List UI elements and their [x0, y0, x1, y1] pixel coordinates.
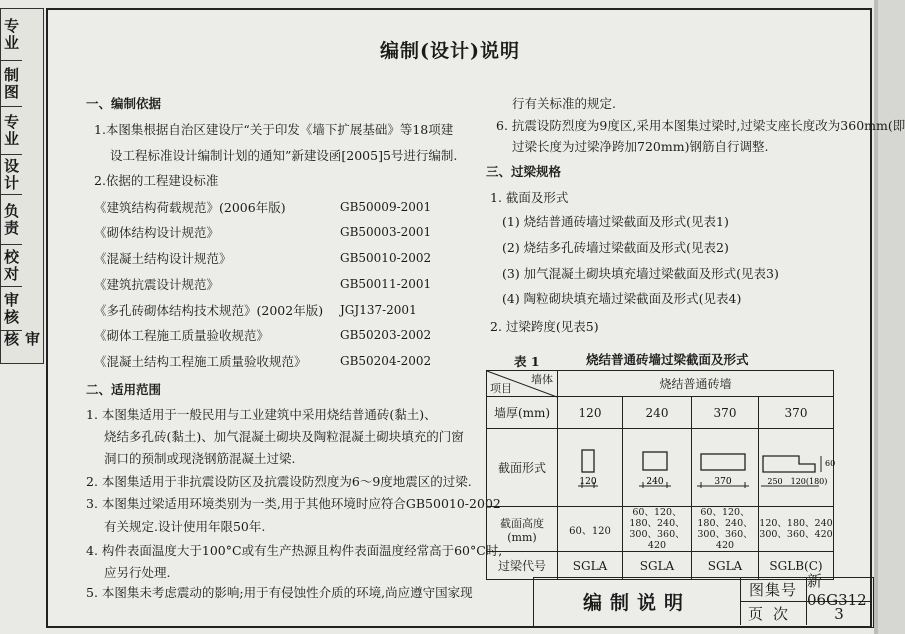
title-block-page-label: 页次	[740, 602, 807, 625]
standard-code: GB50011-2001	[340, 277, 432, 291]
section-sketch-3	[692, 429, 759, 507]
standard-name: 《砌体工程施工质量验收规范》	[94, 328, 270, 343]
dim-label-3: 370	[714, 476, 732, 487]
sec3-sub3: (3) 加气混凝土砌块填充墙过梁截面及形式(见表3)	[502, 266, 779, 281]
sec2-item5: 5. 本图集未考虑震动的影响;用于有侵蚀性介质的环境,尚应遵守国家现	[86, 585, 473, 600]
dim-label-height: 60	[825, 458, 836, 468]
sec2-item1-line3: 洞口的预制或现浇钢筋混凝土过梁.	[104, 451, 296, 466]
cell-code-3: SGLA	[692, 552, 759, 580]
cell-code-4: SGLB(C)	[759, 552, 834, 580]
section-sketch-svg-2	[627, 438, 687, 498]
strip-cell-1: 专业	[1, 9, 22, 61]
table-caption: 烧结普通砖墙过梁截面及形式	[586, 352, 749, 367]
sec3-sub4: (4) 陶粒砌块填充墙过梁截面及形式(见表4)	[502, 291, 742, 306]
standard-code: GB50204-2002	[340, 354, 432, 368]
cell-height-3: 60、120、180、240、300、360、420	[692, 507, 759, 552]
sec3-sub2: (2) 烧结多孔砖墙过梁截面及形式(见表2)	[502, 240, 729, 255]
cell-height-1: 60、120	[558, 507, 623, 552]
header-wall-label: 墙体	[531, 373, 553, 386]
standard-name: 《建筑结构荷载规范》(2006年版)	[94, 200, 286, 215]
title-block	[533, 572, 874, 628]
table-number: 表 1	[514, 354, 540, 369]
standard-code: GB50009-2001	[340, 200, 432, 214]
dim-label-2: 240	[646, 476, 664, 487]
strip-cell-7: 审核	[1, 287, 22, 331]
strip-cell-3: 专业	[1, 107, 22, 155]
strip-cell-4: 设计	[1, 155, 22, 195]
title-block-page-number: 3	[834, 604, 844, 623]
cell-thickness-3: 370	[692, 397, 759, 429]
strip-cell-2: 制图	[1, 61, 22, 107]
row-label-section: 截面形式	[487, 429, 558, 507]
sec3-item2: 2. 过梁跨度(见表5)	[490, 319, 599, 334]
section-sketch-svg-3	[693, 438, 757, 498]
section-sketch-svg-1	[562, 438, 618, 498]
standard-name: 《多孔砖砌体结构技术规范》(2002年版)	[94, 303, 324, 318]
cell-thickness-2: 240	[623, 397, 692, 429]
table-header-corner	[487, 371, 558, 397]
section-sketch-svg-4	[759, 438, 836, 498]
sec2-item3-line2: 有关规定.设计使用年限50年.	[104, 519, 266, 534]
standard-name: 《混凝土结构设计规范》	[94, 251, 232, 266]
strip-cell-5: 负责	[1, 195, 22, 245]
sec2-item5-cont: 行有关标准的规定.	[512, 96, 616, 111]
header-item-label: 项目	[490, 382, 512, 395]
page-edge	[874, 0, 878, 634]
dim-label-1: 120	[579, 476, 597, 487]
cell-code-1: SGLA	[558, 552, 623, 580]
standard-code: JGJ137-2001	[340, 303, 417, 317]
title-block-atlas-label: 图集号	[740, 578, 807, 602]
sec2-item3-line1: 3. 本图集过梁适用环境类别为一类,用于其他环境时应符合GB50010-2002	[86, 496, 501, 511]
sec2-item2: 2. 本图集适用于非抗震设防区及抗震设防烈度为6～9度地震区的过梁.	[86, 474, 472, 489]
standard-code: GB50010-2002	[340, 251, 432, 265]
dim-label-4a: 250	[767, 476, 783, 486]
signature-strip	[0, 8, 44, 364]
cell-thickness-4: 370	[759, 397, 834, 429]
standard-name: 《混凝土结构工程施工质量验收规范》	[94, 354, 307, 369]
sec2-item4-line1: 4. 构件表面温度大于100°C或有生产热源且构件表面温度经常高于60°C时,	[86, 543, 503, 558]
cell-height-2: 60、120、180、240、300、360、420	[623, 507, 692, 552]
cell-height-4: 120、180、240 300、360、420	[759, 507, 834, 552]
sec2-item4-line2: 应另行处理.	[104, 565, 171, 580]
section-sketch-1	[558, 429, 623, 507]
sec2-item1-line2: 烧结多孔砖(黏土)、加气混凝土砌块及陶粒混凝土砌块填充的门窗	[104, 429, 464, 444]
title-block-name: 编制说明	[534, 578, 741, 625]
sec1-item6-line1: 6. 抗震设防烈度为9度区,采用本图集过梁时,过梁支座长度改为360mm(即	[496, 118, 905, 133]
section-sketch-2	[623, 429, 692, 507]
sec1-item6-line2: 过梁长度为过梁净跨加720mm)钢筋自行调整.	[512, 139, 769, 154]
sec3-sub1: (1) 烧结普通砖墙过梁截面及形式(见表1)	[502, 214, 729, 229]
title-block-atlas-number: 新06G312	[807, 578, 871, 602]
section-sketch-4	[759, 429, 834, 507]
standard-name: 《砌体结构设计规范》	[94, 225, 220, 240]
strip-cell-6: 校对	[1, 245, 22, 287]
dim-label-4b: 120(180)	[790, 476, 828, 486]
sec1-para2: 2.依据的工程建设标准	[94, 173, 219, 188]
strip-cell-8: 审核	[2, 331, 41, 348]
standard-code: GB50203-2002	[340, 328, 432, 342]
cell-code-2: SGLA	[623, 552, 692, 580]
lintel-table	[486, 370, 834, 580]
row-label-thickness: 墙厚(mm)	[487, 397, 558, 429]
sec2-item1-line1: 1. 本图集适用于一般民用与工业建筑中采用烧结普通砖(黏土)、	[86, 407, 437, 422]
standard-code: GB50003-2001	[340, 225, 432, 239]
page-title: 编制(设计)说明	[380, 40, 520, 62]
header-wall-type: 烧结普通砖墙	[558, 371, 834, 397]
sec3-item1: 1. 截面及形式	[490, 190, 569, 205]
row-label-code: 过梁代号	[487, 552, 558, 580]
cell-thickness-1: 120	[558, 397, 623, 429]
section-2-heading: 二、适用范围	[86, 382, 162, 397]
section-1-heading: 一、编制依据	[86, 96, 162, 111]
sec1-para1-line2: 设工程标准设计编制计划的通知”新建设函[2005]5号进行编制.	[110, 148, 458, 163]
standard-name: 《建筑抗震设计规范》	[94, 277, 220, 292]
section-3-heading: 三、过梁规格	[486, 164, 562, 179]
row-label-height: 截面高度(mm)	[487, 507, 558, 552]
sec1-para1-line1: 1.本图集根据自治区建设厅“关于印发《墙下扩展基础》等18项建	[94, 122, 454, 137]
